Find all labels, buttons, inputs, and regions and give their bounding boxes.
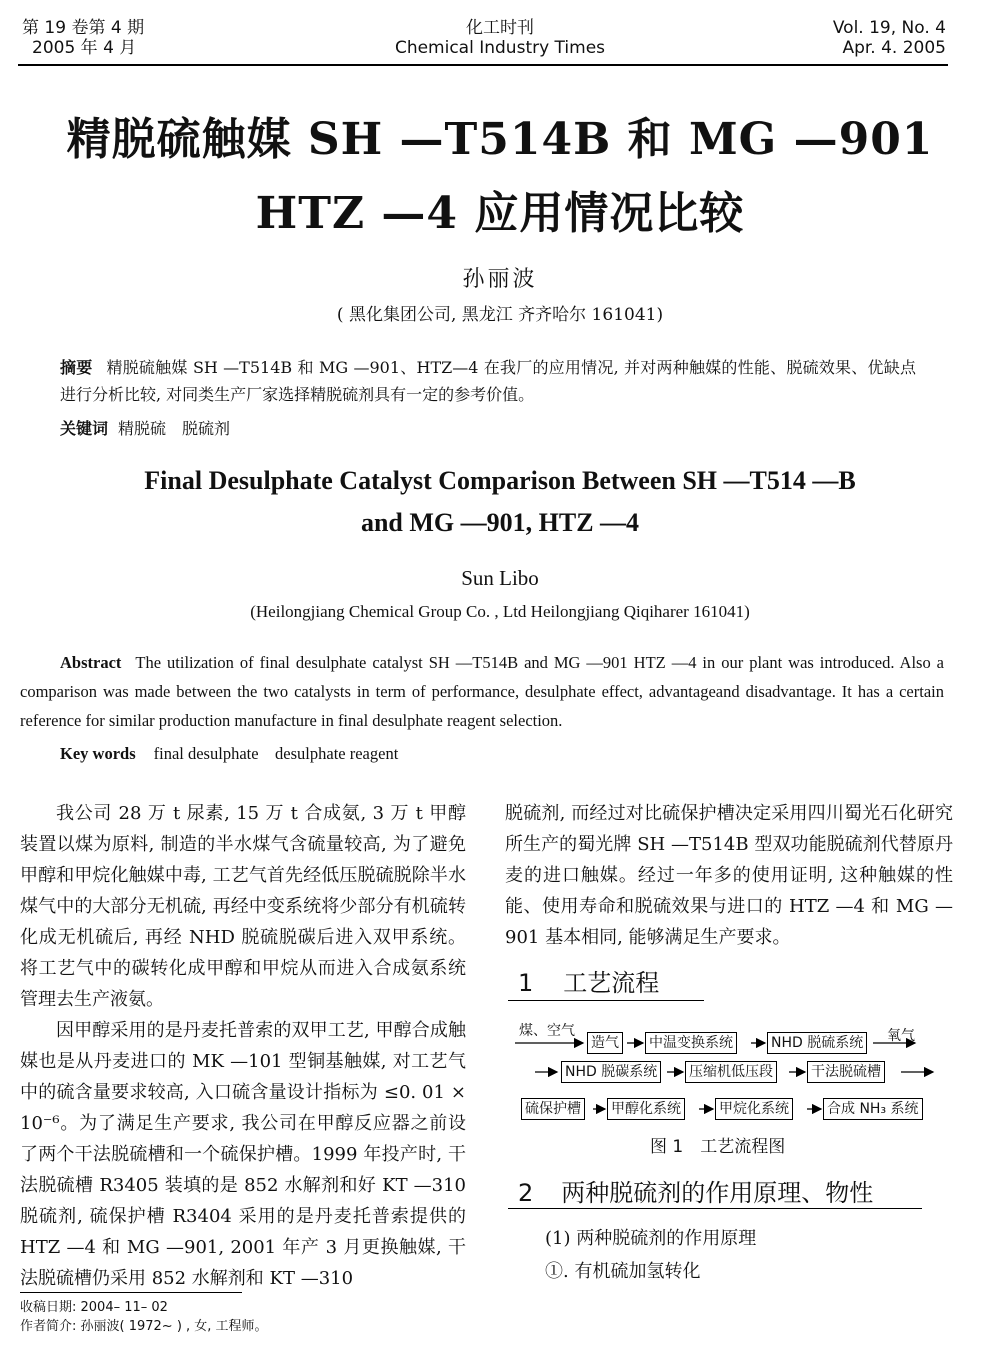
abstract-cn-text: 精脱硫触媒 SH —T514B 和 MG —901、HTZ—4 在我厂的应用情况, 并对两种触媒的性能、脱硫效果、优缺点进行分析比较, 对同类生产厂家选择精脱硫剂具有一定的参考价值。 xyxy=(60,358,916,404)
abstract-en-text: The utilization of final desulphate catalyst SH —T514B and MG —901 HTZ —4 in our plant was introduced. Also a comparison was made between the two catalysts in term of performance, desulphate effect, advantageand disadvantage. It has a certain reference for similar production manufacture in final desulphate reagent selection. xyxy=(20,653,944,730)
title-cn-line1: 精脱硫触媒 SH —T514B 和 MG —901 xyxy=(66,114,934,165)
author-en: Sun Libo xyxy=(461,566,539,590)
abstract-en xyxy=(20,648,944,735)
section-heading-1 xyxy=(518,968,659,998)
header-vol-en: Vol. 19, No. 4 xyxy=(832,18,946,38)
left-column xyxy=(20,798,466,1294)
keywords-en-label: Key words xyxy=(60,744,136,763)
flow-box-nhd-decarb: NHD 脱碳系统 xyxy=(561,1061,661,1083)
title-en xyxy=(0,460,1000,544)
flow-box-methanation: 甲烷化系统 xyxy=(715,1098,793,1120)
section-number: 2 xyxy=(518,1179,534,1207)
section-rule xyxy=(508,1208,922,1209)
footnote-rule xyxy=(20,1292,242,1293)
keywords-cn xyxy=(60,414,230,444)
subsection-item: ①. 有机硫加氢转化 xyxy=(545,1261,701,1282)
body-paragraph: 我公司 28 万 t 尿素, 15 万 t 合成氨, 3 万 t 甲醇装置以煤为原料, 制造的半水煤气含硫量较高, 为了避免甲醇和甲烷化触媒中毒, 工艺气首先经低压脱硫脱除半水煤气中的大部分无机硫, 再经中变系统将少部分有机硫转化成无机硫后, 再经 NHD 脱硫脱碳后进入双甲系统。将工艺气中的碳转化成甲醇和甲烷从而进入合成氨系统管理去生产液氨。 xyxy=(20,803,466,1010)
affiliation-en: (Heilongjiang Chemical Group Co. , Ltd Heilongjiang Qiqiharer 161041) xyxy=(250,602,750,621)
body-paragraph: 脱硫剂, 而经过对比硫保护槽决定采用四川蜀光石化研究所生产的蜀光牌 SH —T514B 型双功能脱硫剂代替原丹麦的进口触媒。经过一年多的使用证明, 这种触媒的性能、使用寿命和脱硫效果与进口的 HTZ —4 和 MG —901 基本相同, 能够满足生产要求。 xyxy=(505,803,953,948)
flow-box-nhd-desulfur: NHD 脱硫系统 xyxy=(767,1032,867,1054)
abstract-cn xyxy=(60,354,916,408)
section-title: 工艺流程 xyxy=(563,969,660,997)
header-date-cn: 2005 年 4 月 xyxy=(32,38,137,58)
footnote-author: 作者简介: 孙丽波( 1972~ ) , 女, 工程师。 xyxy=(20,1319,268,1334)
section-number: 1 xyxy=(518,969,534,997)
subsection-item: (1) 两种脱硫剂的作用原理 xyxy=(545,1228,757,1249)
header-date-en: Apr. 4. 2005 xyxy=(842,38,946,58)
section-title: 两种脱硫剂的作用原理、物性 xyxy=(561,1179,874,1207)
title-en-line2: and MG —901, HTZ —4 xyxy=(360,508,640,537)
header-journal-en: Chemical Industry Times xyxy=(394,38,606,58)
footnote xyxy=(20,1298,268,1336)
flow-box-dry-desulfur: 干法脱硫槽 xyxy=(807,1061,885,1083)
header-volume-cn: 第 19 卷第 4 期 xyxy=(22,18,145,38)
title-en-line1: Final Desulphate Catalyst Comparison Between SH —T514 —B xyxy=(144,466,856,495)
flow-box-gasification: 造气 xyxy=(587,1032,623,1054)
affiliation-cn: ( 黑化集团公司, 黑龙江 齐齐哈尔 161041) xyxy=(336,305,664,325)
header-journal-cn: 化工时刊 xyxy=(466,18,534,38)
keywords-en xyxy=(60,740,398,764)
abstract-en-label: Abstract xyxy=(60,653,122,672)
body-paragraph: 因甲醇采用的是丹麦托普索的双甲工艺, 甲醇合成触媒也是从丹麦进口的 MK —101 型铜基触媒, 对工艺气中的硫含量要求较高, 入口硫含量设计指标为 ≤0. 01 × 10⁻⁶。为了满足生产要求, 我公司在甲醇反应器之前设了两个干法脱硫槽和一个硫保护槽。1999 年投产时, 干法脱硫槽 R3405 装填的是 852 水解剂和好 KT —310 脱硫剂, 硫保护槽 R3404 采用的是丹麦托普索提供的 HTZ —4 和 MG —901, 2001 年产 3 月更换触媒, 干法脱硫槽仍采用 852 水解剂和 KT —310 xyxy=(20,1020,466,1289)
abstract-cn-label: 摘要 xyxy=(60,358,93,377)
footnote-received: 收稿日期: 2004– 11– 02 xyxy=(20,1300,168,1315)
process-flow-diagram xyxy=(505,1015,955,1130)
flow-box-compressor: 压缩机低压段 xyxy=(685,1061,777,1083)
flow-box-methanol: 甲醇化系统 xyxy=(607,1098,685,1120)
flow-box-shift: 中温变换系统 xyxy=(645,1032,737,1054)
section-rule xyxy=(508,1000,704,1001)
section-heading-2 xyxy=(518,1178,873,1208)
title-cn xyxy=(0,110,1000,244)
flow-input-label: 煤、空气 xyxy=(519,1023,575,1039)
flow-box-guard: 硫保护槽 xyxy=(521,1098,585,1120)
right-column xyxy=(505,798,953,953)
flow-output-label: 氧气 xyxy=(887,1028,915,1044)
figure-caption: 图 1 工艺流程图 xyxy=(650,1137,786,1157)
title-cn-line2: HTZ —4 应用情况比较 xyxy=(255,188,745,239)
author-cn: 孙丽波 xyxy=(462,267,538,292)
keywords-en-text: final desulphate desulphate reagent xyxy=(153,744,399,763)
header-volume-en xyxy=(833,18,946,58)
keywords-cn-text: 精脱硫 脱硫剂 xyxy=(118,419,231,438)
keywords-cn-label: 关键词 xyxy=(60,419,109,438)
header-rule xyxy=(18,64,948,66)
flow-box-ammonia: 合成 NH₃ 系统 xyxy=(823,1098,923,1120)
